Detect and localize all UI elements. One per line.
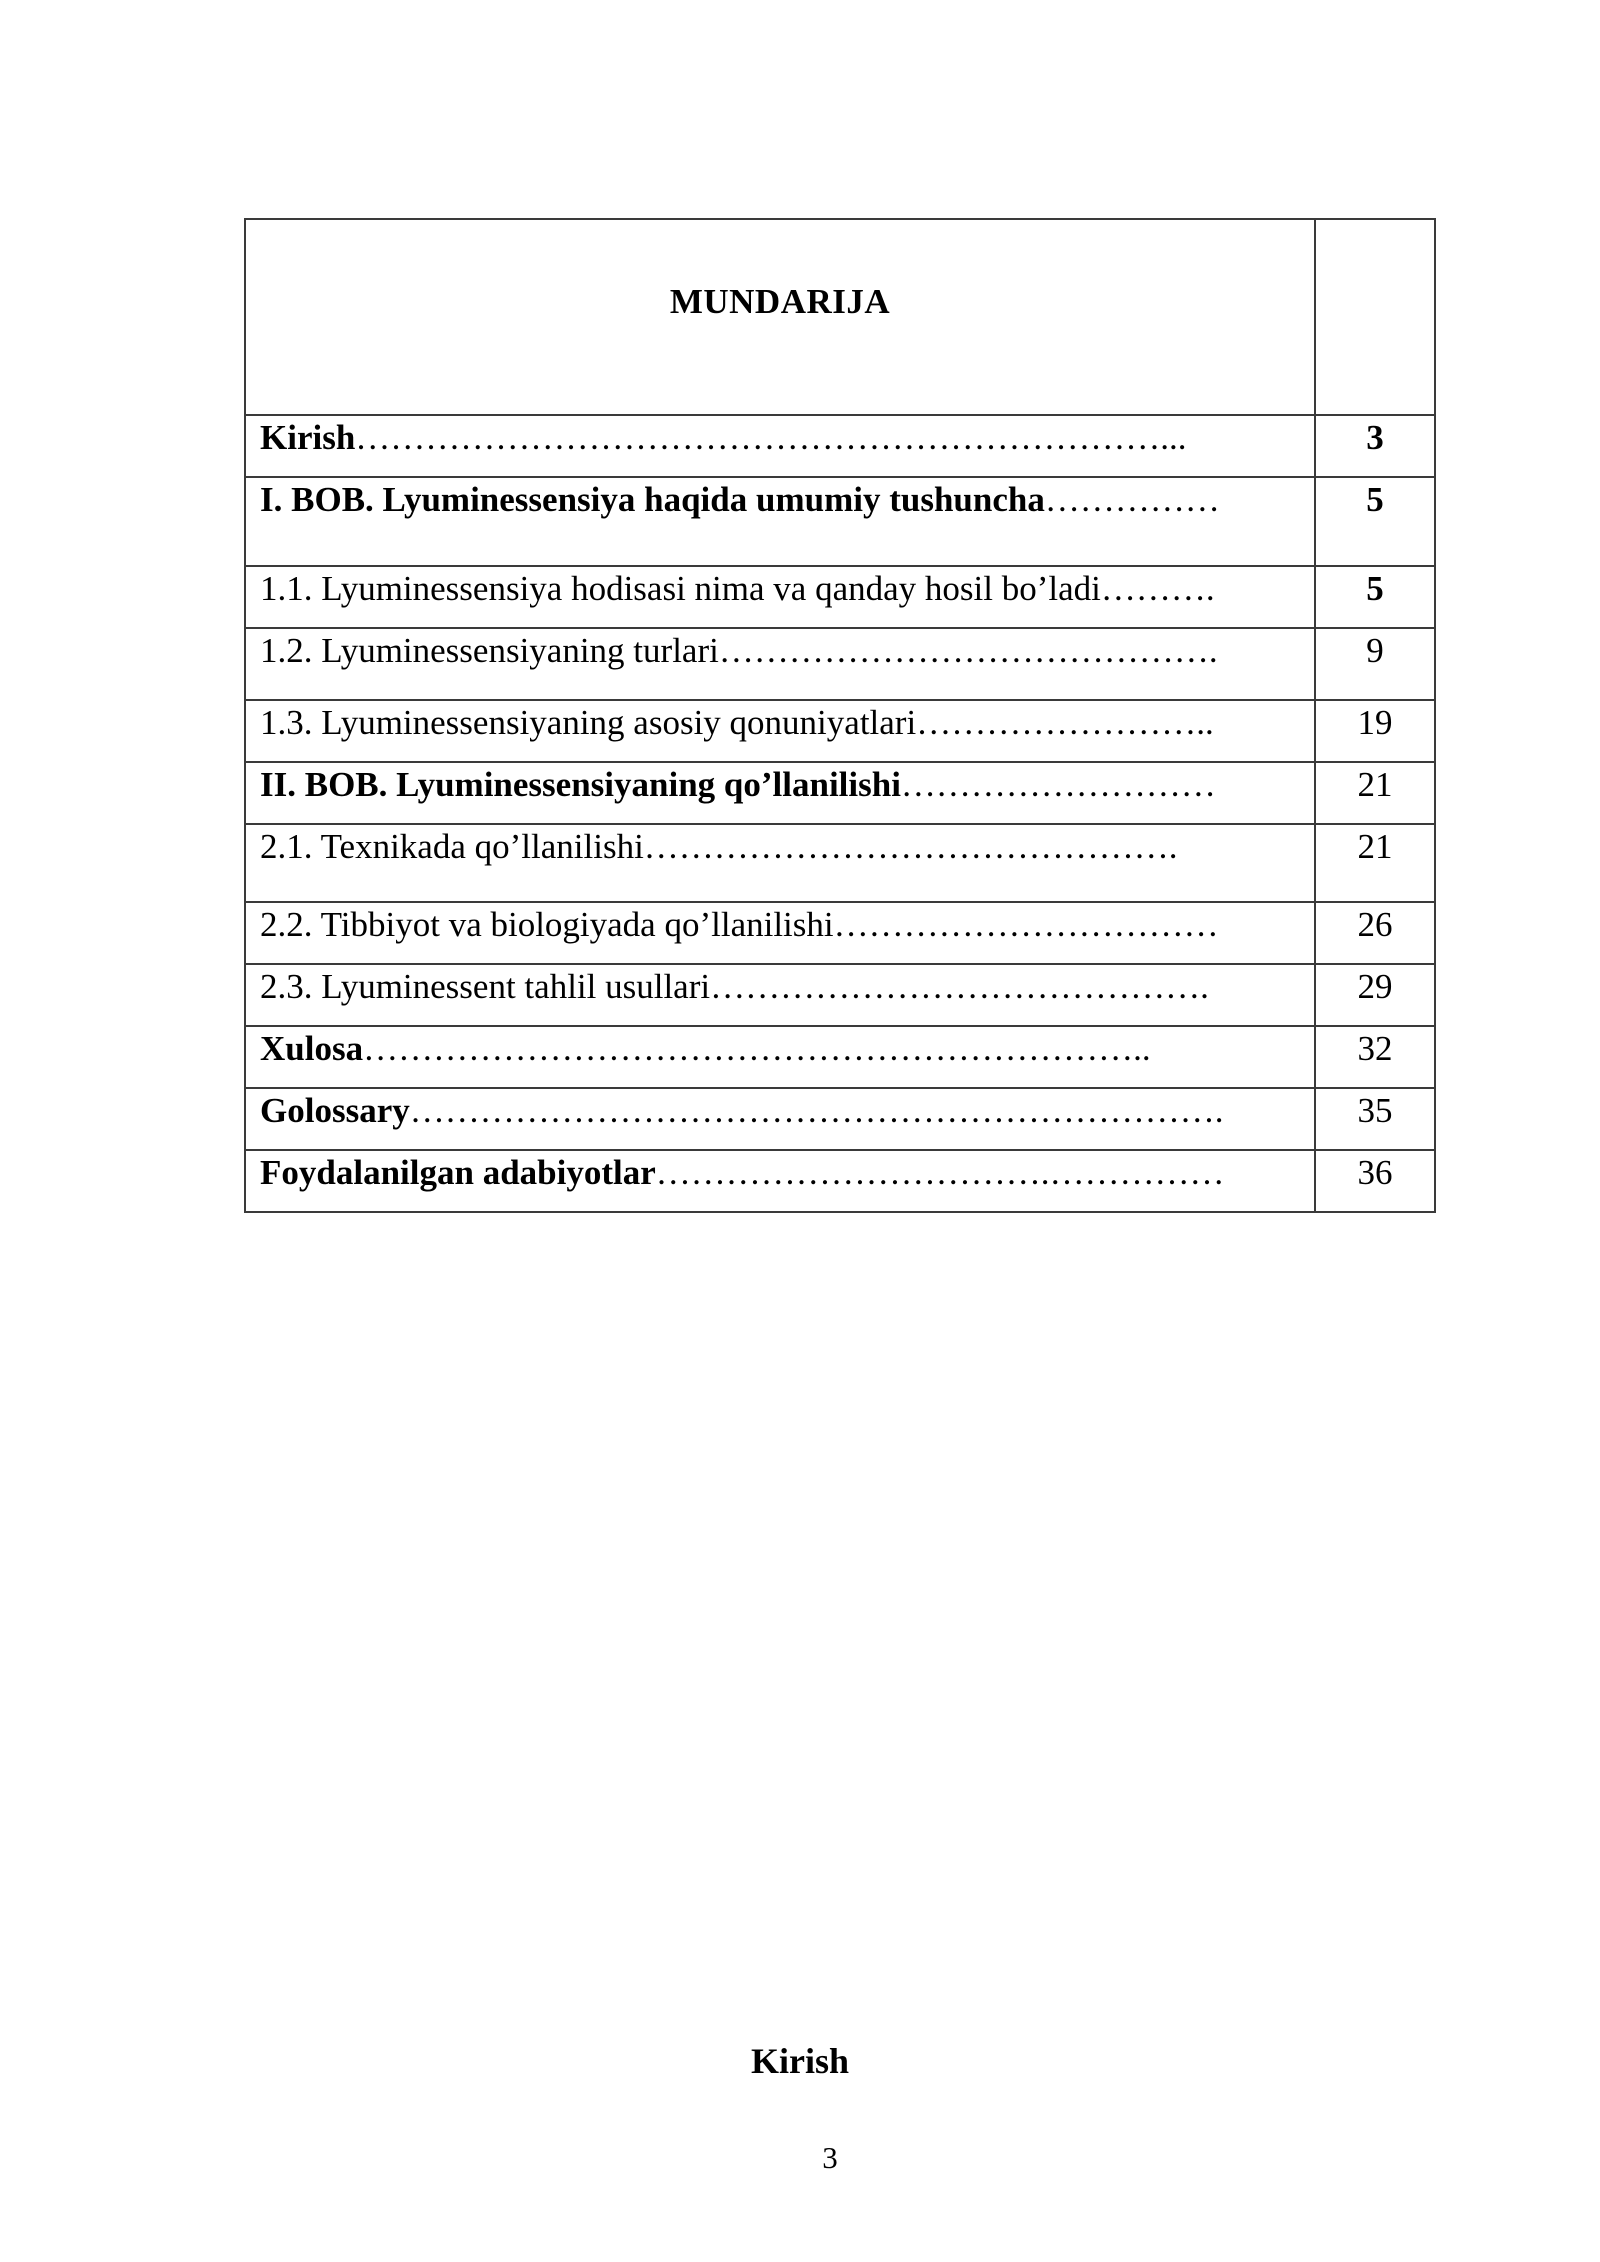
toc-entry-label: I. BOB. Lyuminessensiya haqida umumiy tushuncha — [260, 480, 1045, 519]
toc-entry-label: 2.3. Lyuminessent tahlil usullari — [260, 967, 711, 1006]
toc-page-number: 29 — [1315, 964, 1435, 1026]
toc-entry — [245, 628, 1315, 700]
toc-entry-label: Xulosa — [260, 1029, 364, 1068]
toc-row — [245, 628, 1435, 700]
toc-page-number: 35 — [1315, 1088, 1435, 1150]
toc-entry-label: Golossary — [260, 1091, 410, 1130]
toc-title-cell — [245, 219, 1315, 415]
toc-entry — [245, 902, 1315, 964]
toc-row — [245, 566, 1435, 628]
toc-title-row — [245, 219, 1435, 415]
page-number: 3 — [822, 2140, 838, 2175]
toc-page-number: 21 — [1315, 762, 1435, 824]
toc-page-number: 26 — [1315, 902, 1435, 964]
toc-page-number: 9 — [1315, 628, 1435, 700]
toc-entry-label: 1.3. Lyuminessensiyaning asosiy qonuniyatlari — [260, 703, 917, 742]
toc-entry-label: 1.1. Lyuminessensiya hodisasi nima va qanday hosil bo’ladi — [260, 569, 1101, 608]
toc-entry — [245, 1026, 1315, 1088]
toc-page-number: 5 — [1315, 477, 1435, 566]
toc-entry-label: Kirish — [260, 418, 356, 457]
toc-row — [245, 1150, 1435, 1212]
table-of-contents — [244, 218, 1436, 1213]
toc-entry — [245, 1088, 1315, 1150]
toc-page-number: 5 — [1315, 566, 1435, 628]
toc-page-number: 3 — [1315, 415, 1435, 477]
toc-row — [245, 762, 1435, 824]
toc-row — [245, 964, 1435, 1026]
toc-entry-dots: …………………………… — [833, 905, 1219, 944]
toc-entry-dots: ………. — [1100, 569, 1215, 608]
toc-row — [245, 902, 1435, 964]
toc-row — [245, 1026, 1435, 1088]
toc-entry-dots: ……………………………………………………………. — [409, 1091, 1224, 1130]
toc-entry-label: II. BOB. Lyuminessensiyaning qo’llanilishi — [260, 765, 901, 804]
toc-entry-dots: …………… — [1044, 480, 1220, 519]
toc-entry-label: 2.1. Texnikada qo’llanilishi — [260, 827, 644, 866]
toc-entry-dots: ……………………………………. — [718, 631, 1218, 670]
toc-entry — [245, 415, 1315, 477]
toc-entry-dots: …………………………….…………… — [655, 1153, 1225, 1192]
toc-entry-label: 1.2. Lyuminessensiyaning turlari — [260, 631, 719, 670]
toc-entry-dots: ……………………… — [900, 765, 1216, 804]
toc-row — [245, 477, 1435, 566]
toc-entry — [245, 566, 1315, 628]
toc-entry — [245, 824, 1315, 902]
toc-page-number: 19 — [1315, 700, 1435, 762]
toc-title: MUNDARIJA — [669, 282, 891, 321]
toc-entry-dots: ………………………………………………………….. — [363, 1029, 1151, 1068]
toc-row — [245, 700, 1435, 762]
toc-entry — [245, 1150, 1315, 1212]
toc-title-page-cell — [1315, 219, 1435, 415]
toc-row — [245, 824, 1435, 902]
toc-entry-label: 2.2. Tibbiyot va biologiyada qo’llanilishi — [260, 905, 834, 944]
toc-page-number: 32 — [1315, 1026, 1435, 1088]
toc-row — [245, 415, 1435, 477]
toc-entry-dots: ……………………………………………………………... — [355, 418, 1187, 457]
toc-page-number: 21 — [1315, 824, 1435, 902]
toc-entry-label: Foydalanilgan adabiyotlar — [260, 1153, 656, 1192]
section-heading: Kirish — [750, 2041, 849, 2081]
toc-entry — [245, 964, 1315, 1026]
toc-row — [245, 1088, 1435, 1150]
toc-entry — [245, 762, 1315, 824]
toc-page-number: 36 — [1315, 1150, 1435, 1212]
toc-entry — [245, 700, 1315, 762]
toc-entry-dots: …………………….. — [916, 703, 1214, 742]
toc-entry-dots: ……………………………………. — [710, 967, 1209, 1006]
toc-entry-dots: ………………………………………. — [643, 827, 1178, 866]
toc-entry — [245, 477, 1315, 566]
